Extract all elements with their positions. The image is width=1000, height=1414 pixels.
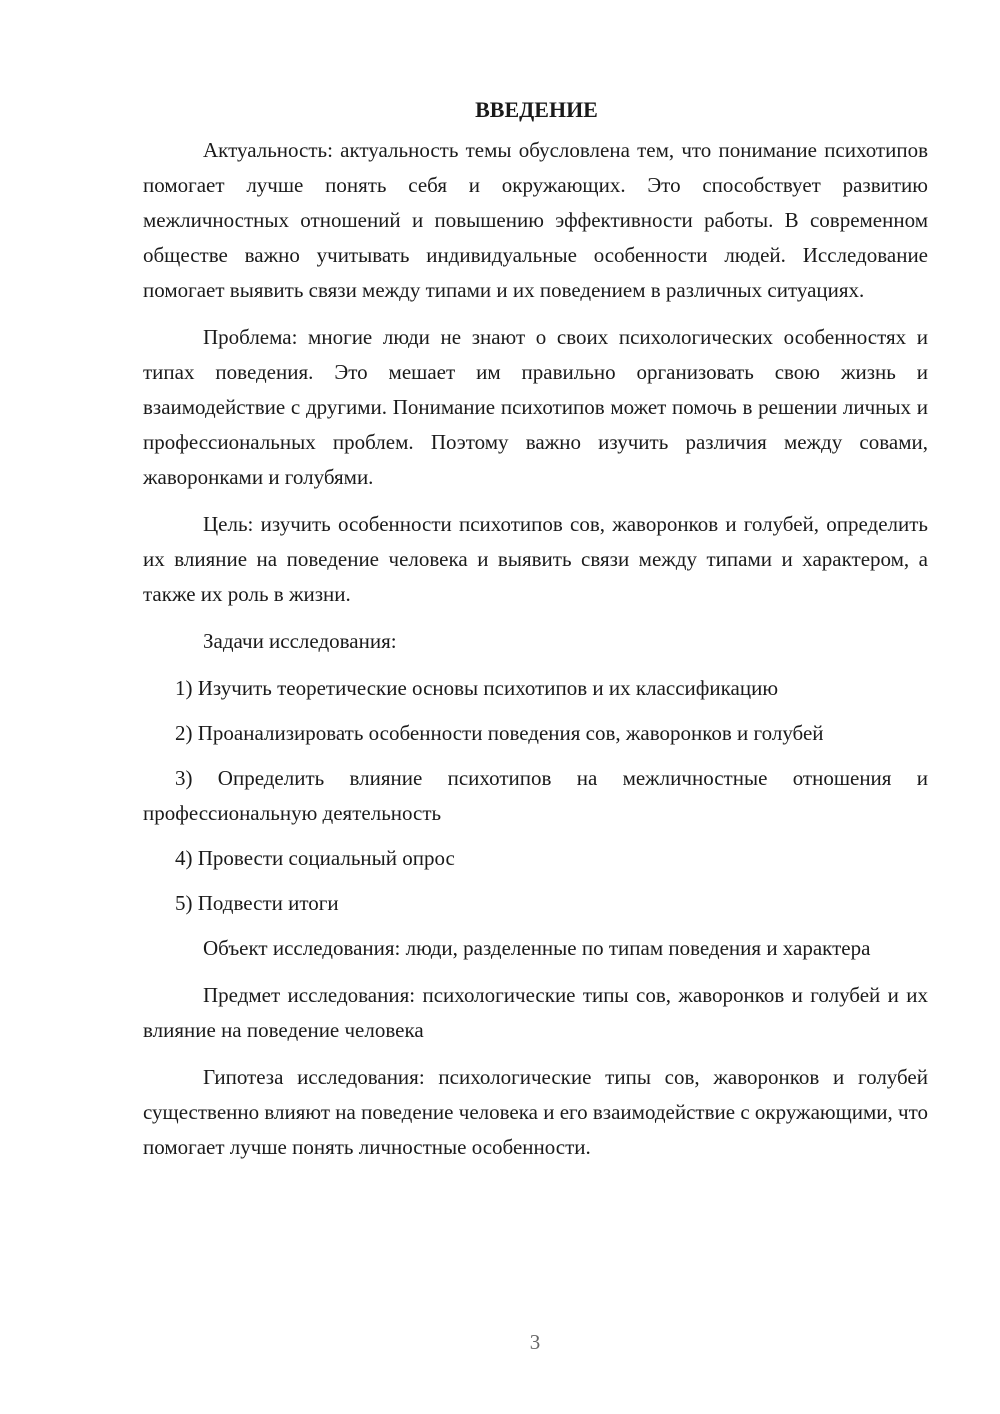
task-item-2: 2) Проанализировать особенности поведения сов, жаворонков и голубей: [175, 721, 824, 745]
task-item-4: 4) Провести социальный опрос: [175, 846, 455, 870]
task-item-1: 1) Изучить теоретические основы психотипов и их классификацию: [175, 676, 779, 700]
page-number: 3: [529, 1330, 541, 1354]
paragraph-relevance: Актуальность: актуальность темы обусловлена тем, что понимание психотипов помогает лучше понять себя и окружающих. Это способствует развитию межличностных отношений и повышению эффективности работы. В современном обществе важно учитывать индивидуальные особенности людей. Исследование помогает выявить связи между типами и их поведением в различных ситуациях.: [143, 138, 928, 302]
document-page: [143, 92, 928, 1177]
paragraph-tasks-heading: Задачи исследования:: [203, 629, 397, 653]
paragraph-hypothesis: Гипотеза исследования: психологические типы сов, жаворонков и голубей существенно влияют на поведение человека и его взаимодействие с окружающими, что помогает лучше понять личностные особенности.: [143, 1065, 928, 1159]
page-title: ВВЕДЕНИЕ: [475, 97, 598, 122]
paragraph-goal: Цель: изучить особенности психотипов сов, жаворонков и голубей, определить их влияние на поведение человека и выявить связи между типами и характером, а также их роль в жизни.: [143, 512, 928, 606]
task-item-5: 5) Подвести итоги: [175, 891, 339, 915]
task-item-3: 3) Определить влияние психотипов на межличностные отношения и профессиональную деятельность: [143, 766, 928, 825]
paragraph-object: Объект исследования: люди, разделенные по типам поведения и характера: [203, 936, 871, 960]
paragraph-problem: Проблема: многие люди не знают о своих психологических особенностях и типах поведения. Это мешает им правильно организовать свою жизнь и взаимодействие с другими. Понимание психотипов может помочь в решении личных и профессиональных проблем. Поэтому важно изучить различия между совами, жаворонками и голубями.: [143, 325, 928, 489]
paragraph-subject: Предмет исследования: психологические типы сов, жаворонков и голубей и их влияние на поведение человека: [143, 983, 928, 1042]
